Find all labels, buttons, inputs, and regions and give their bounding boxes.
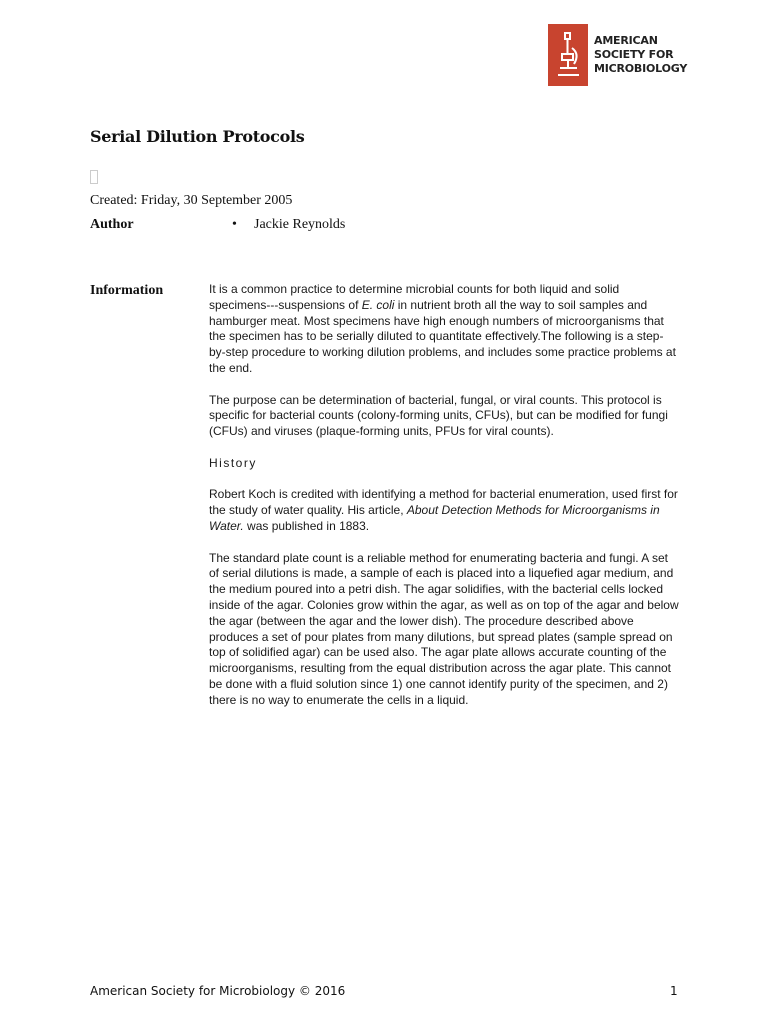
logo-line-1: AMERICAN [594, 34, 658, 47]
author-label: Author [90, 217, 134, 232]
p3-italic: About Detection Methods for Microorganisms in Water. [209, 503, 660, 533]
page-number: 1 [670, 984, 678, 998]
created-date: Created: Friday, 30 September 2005 [90, 193, 293, 208]
bullet-icon: • [232, 217, 237, 232]
p3-text-a: Robert Koch is credited with identifying a method for bacterial enumeration, used first for the study of water quality. His article, [209, 487, 678, 518]
author-item [232, 217, 345, 233]
history-heading: History [209, 455, 257, 470]
p1-text-b: in nutrient broth all the way to soil samples and hamburger meat. Most specimens have high enough numbers of microorganisms that the specimen has to be serially diluted to quantitate effectively.The following is a step-by-step procedure to working dilution problems, and includes some practice problems at the end. [209, 297, 676, 375]
logo-line-3: MICROBIOLOGY [594, 62, 688, 75]
document-title: Serial Dilution Protocols [90, 127, 305, 146]
p1-italic: E. coli [361, 297, 395, 312]
author-list [232, 217, 345, 233]
information-body [209, 282, 679, 724]
asm-logo [548, 24, 687, 86]
info-paragraph-2: The purpose can be determination of bacterial, fungal, or viral counts. This protocol is specific for bacterial counts (colony-forming units, CFUs), but can be modified for fungi (CFUs) and viruses (plaque-forming units, PFUs for viral counts). [209, 392, 668, 439]
info-paragraph-1 [209, 282, 679, 377]
info-paragraph-4: The standard plate count is a reliable method for enumerating bacteria and fungi. A set of serial dilutions is made, a sample of each is placed into a liquefied agar medium, and the medium poured into a petri dish. The agar solidifies, with the bacterial cells locked inside of the agar. Colonies grow within the agar, as well as on top of the agar and below the agar (between the agar and the lower dish). The procedure described above produces a set of pour plates from many dilutions, but spread plates (sample spread on top of solidified agar) can be used also. The agar plate allows accurate counting of the microorganisms, resulting from the equal distribution across the agar plate. This cannot be done with a fluid solution since 1) one cannot identify purity of the specimen, and 2) there is no way to enumerate the cells in a liquid. [209, 550, 679, 707]
empty-box-glyph [90, 170, 98, 184]
author-name: Jackie Reynolds [254, 217, 346, 232]
microscope-icon [548, 24, 588, 86]
information-label: Information [90, 283, 164, 298]
logo-text [594, 34, 687, 76]
p3-text-b: was published in 1883. [243, 518, 370, 533]
info-paragraph-3 [209, 487, 679, 534]
logo-box [548, 24, 588, 86]
p1-text-a: It is a common practice to determine microbial counts for both liquid and solid specimens---suspensions of [209, 282, 620, 312]
logo-line-2: SOCIETY FOR [594, 48, 674, 61]
footer-copyright: American Society for Microbiology © 2016 [90, 984, 346, 998]
